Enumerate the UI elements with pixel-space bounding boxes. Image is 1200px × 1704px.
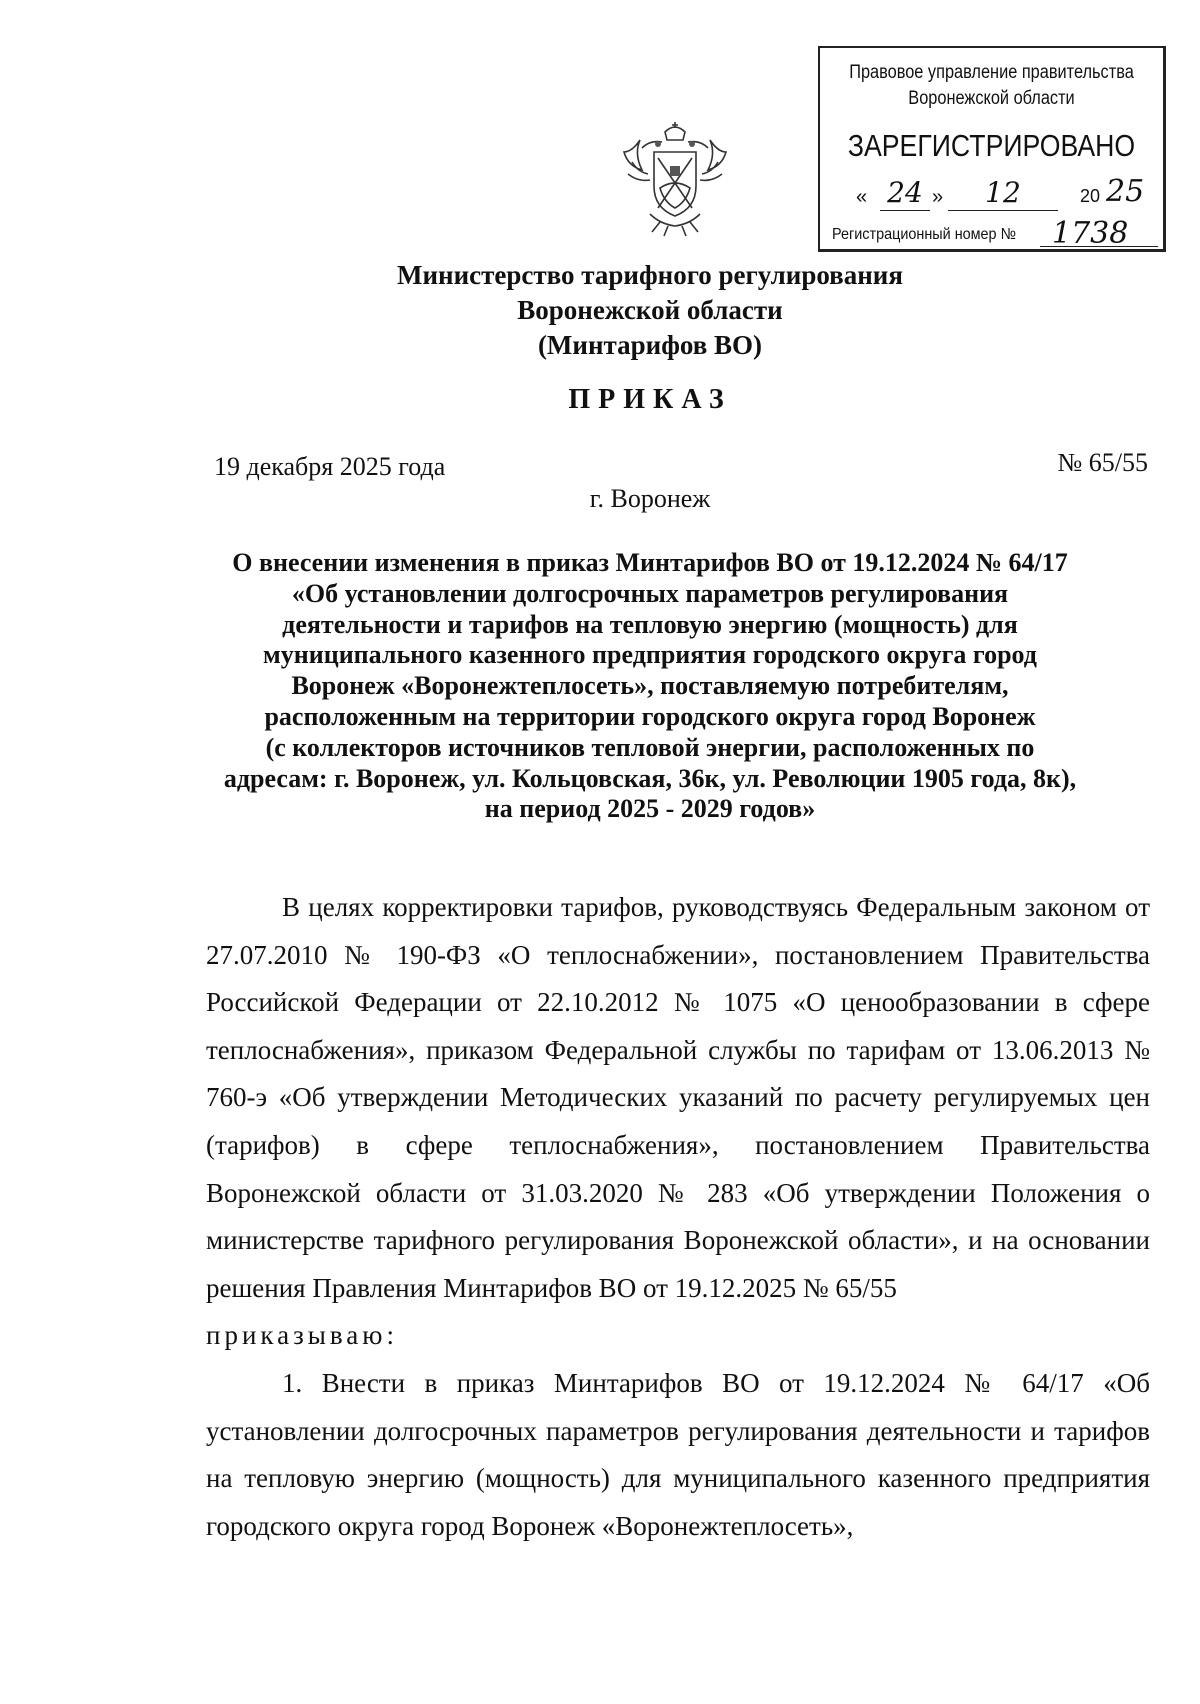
preamble-paragraph: В целях корректировки тарифов, руководствуясь Федеральным законом от 27.07.2010 № 190-ФЗ «О теплоснабжении», постановлением Правительства Российской Федерации от 22.10.2012 № 1075 «О ценообразовании в сфере теплоснабжения», приказом Федеральной службы по тарифам от 13.06.2013 № 760-э «Об утверждении Методических указаний по расчету регулируемых цен (тарифов) в сфере теплоснабжения», постановлением Правительства Воронежской области от 31.03.2020 № 283 «Об утверждении Положения о министерстве тарифного регулирования Воронежской области», и на основании решения Правления Минтарифов ВО от 19.12.2025 № 65/55: [206, 892, 1150, 1303]
ministry-line-3: (Минтарифов ВО): [537, 330, 763, 360]
order-number: № 65/55: [1057, 448, 1148, 477]
stamp-authority-line2: Воронежской области: [908, 88, 1075, 109]
stamp-year-prefix: 20: [1080, 186, 1101, 206]
stamp-quote-close: »: [932, 186, 944, 208]
stamp-date-row: [856, 176, 1156, 216]
heading-line: деятельности и тарифов на тепловую энергию (мощность) для: [282, 609, 1018, 639]
stamp-month: 12: [948, 176, 1058, 211]
heading-line: муниципального казенного предприятия городского округа город: [263, 640, 1037, 670]
order-date: 19 декабря 2025 года: [214, 452, 446, 481]
stamp-authority-line1: Правовое управление правительства: [849, 62, 1134, 83]
order-directive-word: приказываю:: [206, 1320, 398, 1351]
heading-line: О внесении изменения в приказ Минтарифов ВО от 19.12.2024 № 64/17: [232, 548, 1068, 577]
heading-line: «Об установлении долгосрочных параметров регулирования: [291, 578, 1009, 608]
stamp-day: 24: [880, 176, 930, 211]
item-1-paragraph: 1. Внести в приказ Минтарифов ВО от 19.12.2024 № 64/17 «Об установлении долгосрочных параметров регулирования деятельности и тарифов на тепловую энергию (мощность) для муниципального казенного предприятия городского округа город Воронеж «Воронежтеплосеть»,: [206, 1367, 1150, 1541]
ministry-line-1: Министерство тарифного регулирования: [397, 260, 903, 290]
ministry-name: [250, 258, 1050, 363]
order-city: г. Воронеж: [589, 484, 711, 513]
stamp-registered-label: ЗАРЕГИСТРИРОВАНО: [847, 128, 1136, 163]
heading-line: (с коллекторов источников тепловой энергии, расположенных по: [265, 732, 1035, 762]
registration-stamp: [818, 46, 1166, 252]
document-type-title: ПРИКАЗ: [568, 384, 732, 415]
ministry-line-2: Воронежской области: [517, 295, 783, 325]
heading-line: расположенным на территории городского округа город Воронеж: [264, 701, 1036, 731]
stamp-reg-number: 1738: [1052, 216, 1129, 251]
heading-line: адресам: г. Воронеж, ул. Кольцовская, 36к, ул. Революции 1905 года, 8к),: [223, 763, 1077, 793]
stamp-year-suffix: 25: [1106, 174, 1145, 209]
heading-line: на период 2025 - 2029 годов»: [484, 794, 816, 824]
stamp-quote-open: «: [856, 186, 868, 208]
coat-of-arms-emblem: [620, 118, 730, 238]
order-subject-heading: [200, 548, 1100, 825]
heading-line: Воронеж «Воронежтеплосеть», поставляемую потребителям,: [291, 671, 1009, 701]
document-body: [206, 884, 1150, 1550]
stamp-reg-number-label: Регистрационный номер №: [832, 226, 1017, 243]
